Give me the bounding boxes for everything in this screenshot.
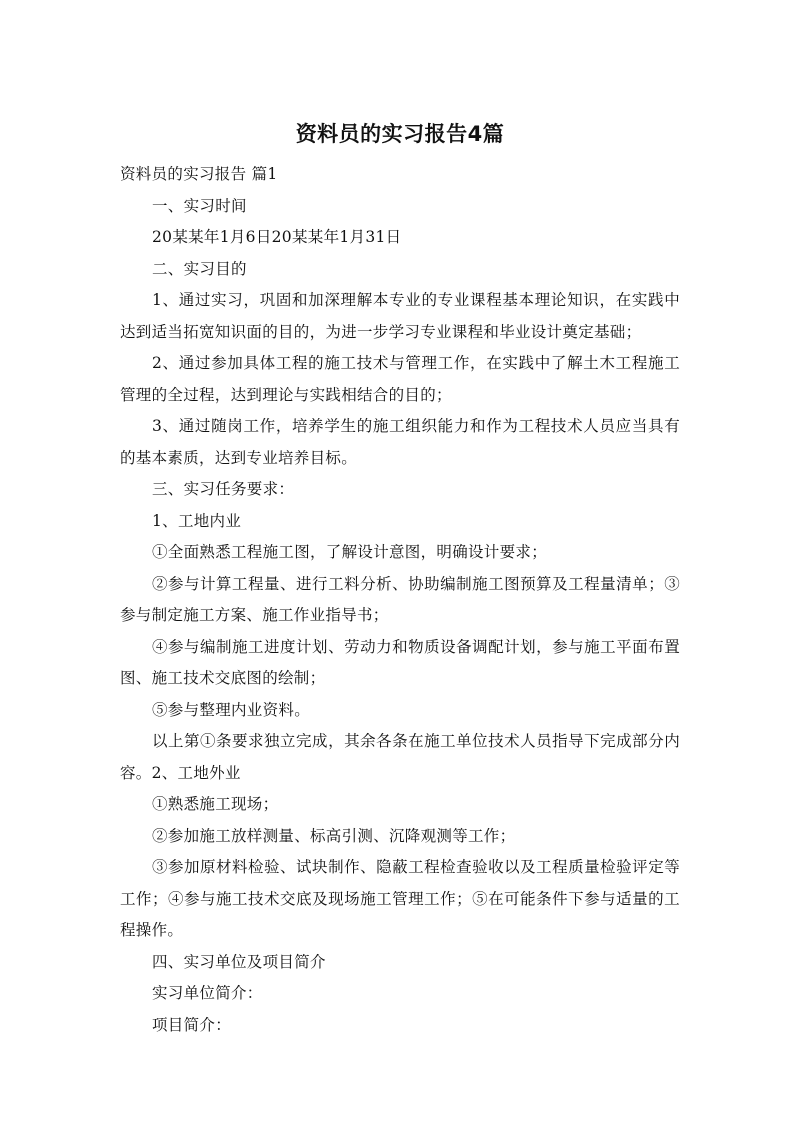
paragraph: ⑤参与整理内业资料。 [152,700,311,719]
paragraph: 二、实习目的 [152,259,247,278]
document-body [120,159,680,1041]
paragraph: 四、实习单位及项目简介 [152,952,326,971]
paragraph: 项目简介： [152,1015,232,1034]
paragraph: 一、实习时间 [152,196,247,215]
paragraph: ①熟悉施工现场； [152,795,279,813]
paragraph: ④参与编制施工进度计划、劳动力和物质设备调配计划，参与施工平面布置图、施工技术交底图的绘制； [120,637,680,687]
paragraph: 1、通过实习，巩固和加深理解本专业的专业课程基本理论知识，在实践中达到适当拓宽知识面的目的，为进一步学习专业课程和毕业设计奠定基础； [120,291,680,341]
paragraph: 20某某年1月6日20某某年1月31日 [152,228,402,246]
paragraph: 1、工地内业 [152,511,242,530]
paragraph: 3、通过随岗工作，培养学生的施工组织能力和作为工程技术人员应当具有的基本素质，达到专业培养目标。 [120,417,680,467]
paragraph: ③参加原材料检验、试块制作、隐蔽工程检查验收以及工程质量检验评定等工作；④参与施工技术交底及现场施工管理工作；⑤在可能条件下参与适量的工程操作。 [120,858,680,939]
paragraph: 实习单位简介： [152,984,263,1002]
document-title: 资料员的实习报告4篇 [295,122,505,146]
paragraph: 三、实习任务要求： [152,480,295,498]
paragraph: 以上第①条要求独立完成，其余各条在施工单位技术人员指导下完成部分内容。2、工地外业 [120,732,680,782]
section-heading: 资料员的实习报告 篇1 [120,165,278,183]
paragraph: ②参与计算工程量、进行工料分析、协助编制施工图预算及工程量清单；③参与制定施工方案、施工作业指导书； [120,574,680,624]
paragraph: 2、通过参加具体工程的施工技术与管理工作，在实践中了解土木工程施工管理的全过程，达到理论与实践相结合的目的； [120,354,680,404]
paragraph: ②参加施工放样测量、标高引测、沉降观测等工作； [152,826,516,845]
paragraph: ①全面熟悉工程施工图，了解设计意图，明确设计要求； [152,543,548,561]
